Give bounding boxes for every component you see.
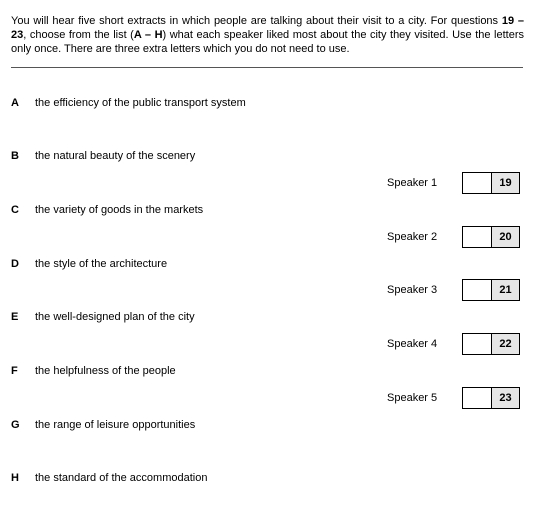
speaker-5-label: Speaker 5	[387, 392, 438, 404]
answer-field[interactable]	[463, 173, 492, 193]
option-letter: H	[11, 472, 19, 484]
instructions-part1: You will hear five short extracts in which people are talking about their visit to a city. For questions	[11, 15, 502, 27]
question-number: 23	[492, 388, 519, 408]
speaker-1-label: Speaker 1	[387, 177, 438, 189]
option-text: the style of the architecture	[35, 258, 168, 270]
answer-field[interactable]	[463, 388, 492, 408]
question-range: 19 – 23	[11, 15, 524, 41]
speaker-5-answer-box[interactable]	[462, 387, 520, 409]
option-text: the helpfulness of the people	[35, 365, 176, 377]
option-text: the efficiency of the public transport system	[35, 97, 246, 109]
speaker-2-label: Speaker 2	[387, 231, 438, 243]
option-text: the range of leisure opportunities	[35, 419, 196, 431]
option-letter: A	[11, 97, 19, 109]
answer-field[interactable]	[463, 280, 492, 300]
question-number: 20	[492, 227, 519, 247]
instructions-part2: , choose from the list (	[23, 29, 134, 41]
speaker-1-answer-box[interactable]	[462, 172, 520, 194]
option-text: the natural beauty of the scenery	[35, 150, 196, 162]
option-letter: G	[11, 419, 20, 431]
option-letter: F	[11, 365, 18, 377]
letter-range: A – H	[133, 29, 163, 41]
speaker-2-answer-box[interactable]	[462, 226, 520, 248]
question-number: 21	[492, 280, 519, 300]
speaker-3-answer-box[interactable]	[462, 279, 520, 301]
option-letter: B	[11, 150, 19, 162]
speaker-3-label: Speaker 3	[387, 284, 438, 296]
question-number: 22	[492, 334, 519, 354]
speaker-4-label: Speaker 4	[387, 338, 438, 350]
option-letter: D	[11, 258, 19, 270]
option-letter: C	[11, 204, 19, 216]
option-text: the variety of goods in the markets	[35, 204, 204, 216]
answer-field[interactable]	[463, 227, 492, 247]
question-number: 19	[492, 173, 519, 193]
speaker-4-answer-box[interactable]	[462, 333, 520, 355]
divider	[11, 67, 523, 68]
instructions-part3: ) what each speaker liked most about the city they visited. Use the letters only once. There are three extra letters which you do not need to use.	[11, 29, 524, 55]
option-letter: E	[11, 311, 19, 323]
instructions	[11, 14, 524, 56]
answer-field[interactable]	[463, 334, 492, 354]
option-text: the well-designed plan of the city	[35, 311, 195, 323]
option-text: the standard of the accommodation	[35, 472, 208, 484]
